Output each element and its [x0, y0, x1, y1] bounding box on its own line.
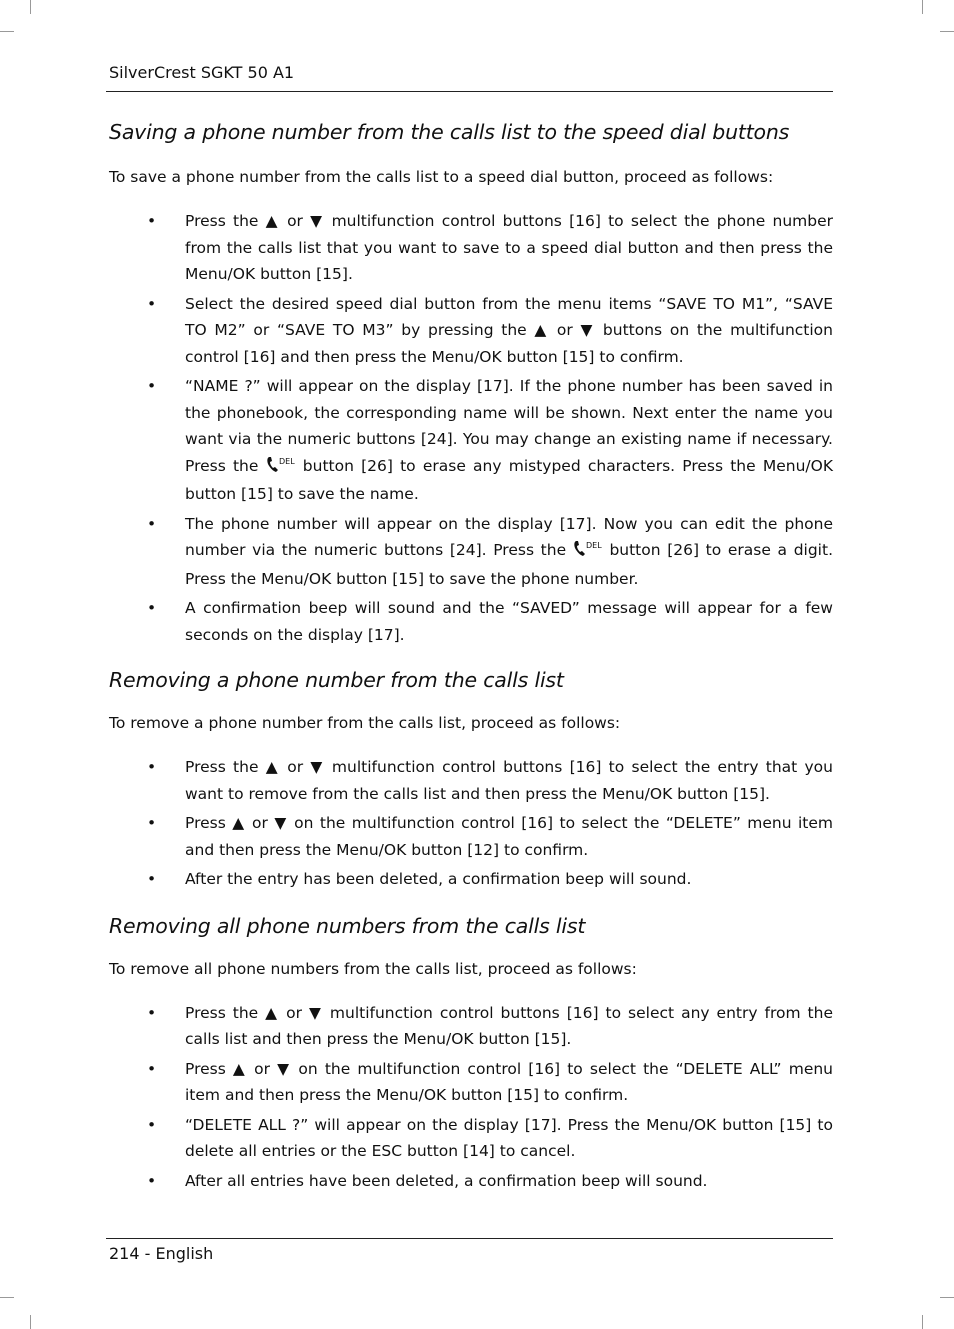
phone-del-icon — [573, 539, 603, 566]
list-item — [109, 1112, 833, 1165]
section-heading: Removing a phone number from the calls list — [109, 668, 564, 692]
section-heading: Removing all phone numbers from the calls list — [109, 913, 586, 938]
list-item-text: A confirmation beep will sound and the “SAVED” message will appear for a few seconds on the display [17]. — [185, 599, 833, 644]
list-item-text: Select the desired speed dial button from the menu items “SAVE TO M1”, “SAVE TO M2” or “SAVE TO M3” by pressing the ▲ or ▼ buttons on the multifunction control [16] and then press the Menu/OK button [15] to confirm. — [185, 294, 833, 366]
list-item — [109, 291, 833, 371]
crop-mark — [922, 1315, 923, 1329]
phone-del-icon — [266, 455, 296, 482]
list-item — [109, 1056, 833, 1109]
list-item-text: Press the ▲ or ▼ multifunction control buttons [16] to select any entry from the calls list and then press the Menu/OK button [15]. — [185, 1003, 833, 1048]
list-item — [109, 754, 833, 807]
crop-mark — [922, 0, 923, 14]
list-item — [109, 595, 833, 648]
crop-mark — [940, 1297, 954, 1298]
crop-mark — [0, 1297, 14, 1298]
list-item-text: The phone number will appear on the display [17]. Now you can edit the phone number via the numeric buttons [24]. Press the — [185, 514, 833, 559]
list-item — [109, 1000, 833, 1053]
list-item — [109, 1168, 833, 1195]
section-intro: To remove all phone numbers from the calls list, proceed as follows: — [109, 959, 637, 978]
list-item-text: After all entries have been deleted, a confirmation beep will sound. — [185, 1171, 708, 1190]
list-item — [109, 810, 833, 863]
list-item — [109, 208, 833, 288]
list-item-text: Press ▲ or ▼ on the multifunction control [16] to select the “DELETE ALL” menu item and then press the Menu/OK button [15] to confirm. — [185, 1059, 833, 1104]
crop-mark — [30, 0, 31, 14]
list-item-text: After the entry has been deleted, a confirmation beep will sound. — [185, 870, 692, 888]
list-item-text: “DELETE ALL ?” will appear on the display [17]. Press the Menu/OK button [15] to delete all entries or the ESC button [14] to cancel. — [185, 1115, 833, 1160]
footer-rule — [106, 1238, 833, 1239]
list-item-text: Press ▲ or ▼ on the multifunction control [16] to select the “DELETE” menu item and then press the Menu/OK button [12] to confirm. — [185, 814, 833, 859]
bullet-list — [109, 208, 833, 648]
header-rule — [106, 91, 833, 92]
crop-mark — [30, 1315, 31, 1329]
list-item — [109, 511, 833, 593]
bullet-list — [109, 754, 833, 893]
page-footer: 214 - English — [109, 1244, 214, 1263]
section-heading: Saving a phone number from the calls list to the speed dial buttons — [109, 120, 790, 144]
list-item-text: button [26] to erase any mistyped characters. Press the Menu/OK button [15] to save the name. — [185, 456, 833, 503]
del-label: DEL — [278, 456, 295, 466]
page-header-title: SilverCrest SGKT 50 A1 — [109, 63, 295, 82]
section-intro: To remove a phone number from the calls list, proceed as follows: — [109, 714, 621, 732]
list-item-text: “NAME ?” will appear on the display [17]. If the phone number has been saved in the phonebook, the corresponding name will be shown. Next enter the name you want via the numeric buttons [24]. You may change an existing name if necessary. Press the — [185, 377, 833, 475]
list-item-text: Press the ▲ or ▼ multifunction control buttons [16] to select the entry that you want to remove from the calls list and then press the Menu/OK button [15]. — [185, 758, 833, 803]
list-item-text: button [26] to erase a digit. Press the Menu/OK button [15] to save the phone number. — [185, 541, 833, 588]
list-item — [109, 373, 833, 508]
list-item-text: Press the ▲ or ▼ multifunction control buttons [16] to select the phone number from the calls list that you want to save to a speed dial button and then press the Menu/OK button [15]. — [185, 212, 833, 283]
section-intro: To save a phone number from the calls list to a speed dial button, proceed as follows: — [109, 168, 774, 186]
crop-mark — [0, 31, 14, 32]
crop-mark — [940, 31, 954, 32]
list-item — [109, 866, 833, 893]
bullet-list — [109, 1000, 833, 1195]
del-label: DEL — [585, 541, 602, 550]
document-body — [109, 120, 833, 1197]
